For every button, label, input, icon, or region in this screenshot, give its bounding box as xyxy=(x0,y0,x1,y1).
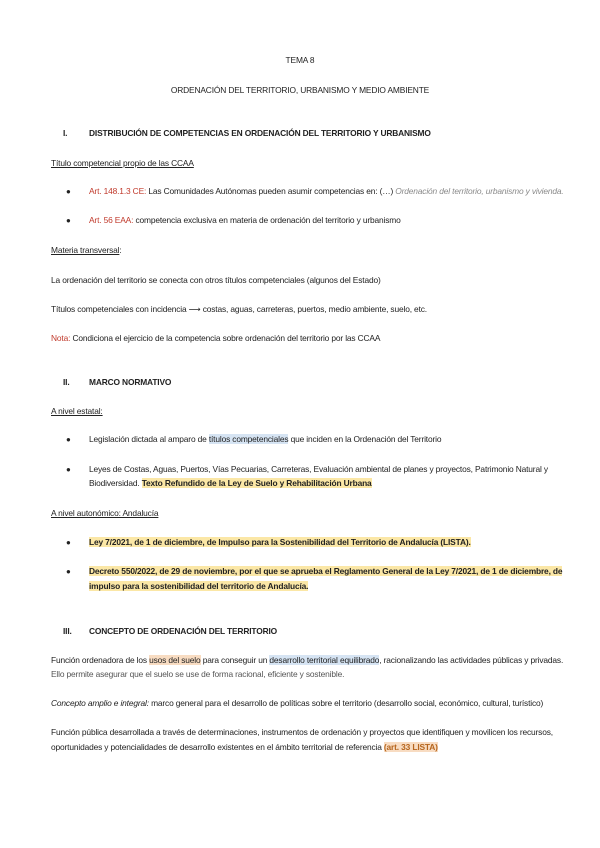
legal-reference: (art. 33 LISTA) xyxy=(383,742,438,752)
bullet-text: que inciden en la Ordenación del Territorio xyxy=(288,434,442,444)
bullet-leyes-line-2 xyxy=(89,478,372,488)
paragraph-funcion-publica-line-1: Función pública desarrollada a través de determinaciones, instrumentos de ordenación y proyectos que identifiquen y movilicen los recursos, xyxy=(51,727,553,737)
bullet-dot: ● xyxy=(66,216,71,225)
bullet-decreto-line-1 xyxy=(89,566,562,576)
bullet-dot: ● xyxy=(66,465,71,474)
bullet-legislacion-dictada xyxy=(89,434,441,444)
subheading-titulo-competencial: Título competencial propio de las CCAA xyxy=(51,158,194,168)
note-label: Nota: xyxy=(51,333,71,343)
bullet-art-148 xyxy=(89,186,564,196)
bullet-dot: ● xyxy=(66,187,71,196)
paragraph-text: Función ordenadora de los xyxy=(51,655,150,665)
paragraph-funcion-ordenadora-line-1 xyxy=(51,655,563,665)
paragraph-titulos-incidencia: Títulos competenciales con incidencia ⟶ costas, aguas, carreteras, puertos, medio ambiente, suelo, etc. xyxy=(51,304,427,314)
quoted-competence: Ordenación del territorio, urbanismo y vivienda. xyxy=(395,186,564,196)
highlight-titulos-competenciales: títulos competenciales xyxy=(208,434,289,444)
subheading-nivel-estatal: A nivel estatal: xyxy=(51,406,103,416)
bullet-decreto-line-2 xyxy=(89,581,308,591)
bullet-leyes-line-1: Leyes de Costas, Aguas, Puertos, Vías Pecuarias, Carreteras, Evaluación ambiental de planes y proyectos, Patrimonio Natural y xyxy=(89,464,548,474)
legal-reference: Art. 56 EAA: xyxy=(89,215,134,225)
subheading-text: Materia transversal xyxy=(51,245,120,255)
paragraph-funcion-ordenadora-line-2: Ello permite asegurar que el suelo se use de forma racional, eficiente y sostenible. xyxy=(51,669,345,679)
highlight-usos-suelo: usos del suelo xyxy=(149,655,201,665)
bullet-art-56 xyxy=(89,215,401,225)
legal-reference: Art. 148.1.3 CE: xyxy=(89,186,147,196)
highlight-desarrollo-equilibrado: desarrollo territorial equilibrado xyxy=(269,655,380,665)
note-text: Condiciona el ejercicio de la competencia sobre ordenación del territorio por las CCAA xyxy=(70,333,381,343)
paragraph-text: oportunidades y potencialidades de desarrollo existentes en el ámbito territorial de referencia xyxy=(51,742,384,752)
subheading-nivel-autonomico: A nivel autonómico: Andalucía xyxy=(51,508,159,518)
bullet-dot: ● xyxy=(66,538,71,547)
bullet-text: Biodiversidad. xyxy=(89,478,142,488)
section-2-title: MARCO NORMATIVO xyxy=(89,377,172,387)
document-title: ORDENACIÓN DEL TERRITORIO, URBANISMO Y MEDIO AMBIENTE xyxy=(170,85,430,95)
bullet-text: competencia exclusiva en materia de ordenación del territorio y urbanismo xyxy=(133,215,401,225)
paragraph-text: marco general para el desarrollo de políticas sobre el territorio (desarrollo social, económico, cultural, turístico) xyxy=(148,698,544,708)
section-1-number: I. xyxy=(63,128,68,138)
subheading-colon: : xyxy=(119,245,122,255)
paragraph-text: para conseguir un xyxy=(200,655,270,665)
bullet-dot: ● xyxy=(66,435,71,444)
section-2-number: II. xyxy=(63,377,70,387)
bullet-text: Legislación dictada al amparo de xyxy=(89,434,209,444)
paragraph-funcion-publica-line-2 xyxy=(51,742,438,752)
subheading-materia-transversal xyxy=(51,245,122,255)
bullet-dot: ● xyxy=(66,567,71,576)
paragraph-concepto-amplio xyxy=(51,698,543,708)
paragraph-text: , racionalizando las actividades públicas y privadas. xyxy=(379,655,564,665)
note-paragraph xyxy=(51,333,380,343)
section-1-title: DISTRIBUCIÓN DE COMPETENCIAS EN ORDENACIÓN DEL TERRITORIO Y URBANISMO xyxy=(89,128,431,138)
paragraph-ordenacion-conecta: La ordenación del territorio se conecta con otros títulos competenciales (algunos del Estado) xyxy=(51,275,381,285)
topic-number: TEMA 8 xyxy=(285,55,315,65)
highlight-texto-refundido: Texto Refundido de la Ley de Suelo y Rehabilitación Urbana xyxy=(141,478,372,488)
concept-label: Concepto amplio e integral: xyxy=(51,698,149,708)
bullet-ley-7-2021 xyxy=(89,537,471,547)
section-3-title: CONCEPTO DE ORDENACIÓN DEL TERRITORIO xyxy=(89,626,278,636)
highlight-ley-lista: Ley 7/2021, de 1 de diciembre, de Impulso para la Sostenibilidad del Territorio de Andalucía (LISTA). xyxy=(89,537,471,547)
section-3-number: III. xyxy=(63,626,72,636)
bullet-text: Las Comunidades Autónomas pueden asumir competencias en: (…) xyxy=(146,186,396,196)
highlight-decreto: Decreto 550/2022, de 29 de noviembre, por el que se aprueba el Reglamento General de la Ley 7/2021, de 1 de diciembre, de xyxy=(89,566,563,576)
highlight-decreto: impulso para la sostenibilidad del territorio de Andalucía. xyxy=(89,581,309,591)
